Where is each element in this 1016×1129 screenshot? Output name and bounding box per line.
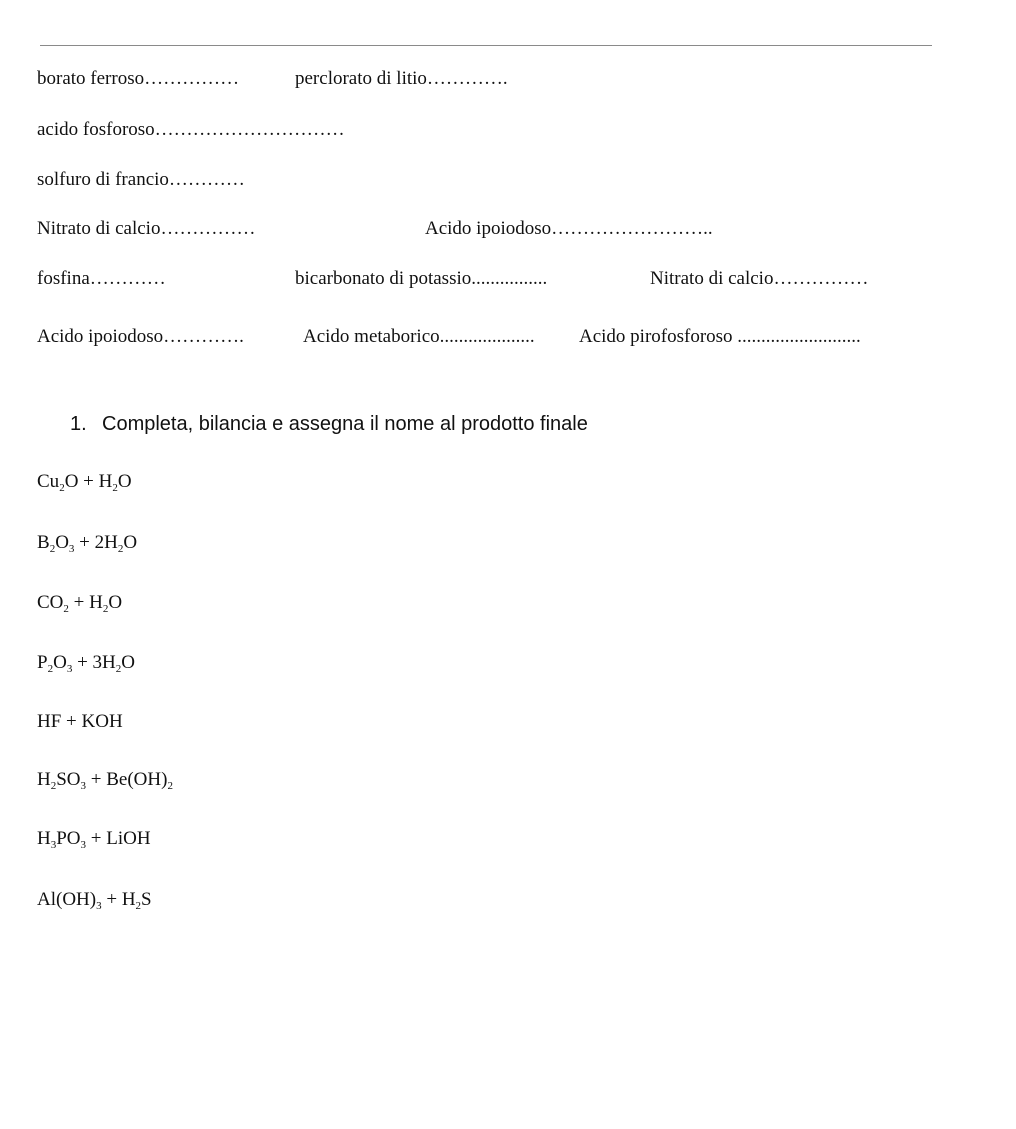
- reaction-h3po3-lioh: $H_3PO_3$ + LiOH: [37, 828, 151, 851]
- name-perclorato-di-litio: perclorato di litio………….: [295, 68, 508, 89]
- name-acido-ipoiodoso: Acido ipoiodoso……………………..: [425, 218, 713, 239]
- name-acido-ipoiodoso-2: Acido ipoiodoso………….: [37, 326, 244, 347]
- reaction-p2o3-3h2o: $P_2O_3 + 3H_2O$: [37, 652, 135, 675]
- exercise-heading: [70, 412, 588, 436]
- name-acido-pirofosforoso: Acido pirofosforoso ..........................: [579, 326, 861, 347]
- exercise-number: 1.: [70, 413, 87, 435]
- name-acido-metaborico: Acido metaborico....................: [303, 326, 535, 347]
- exercise-title: Completa, bilancia e assegna il nome al prodotto finale: [102, 413, 588, 435]
- reaction-aloh3-h2s: $Al(OH)_3 + H_2S$: [37, 889, 152, 912]
- name-nitrato-di-calcio: Nitrato di calcio……………: [37, 218, 256, 239]
- reaction-co2-h2o: $CO_2 + H_2O$: [37, 592, 123, 615]
- name-bicarbonato-di-potassio: bicarbonato di potassio................: [295, 268, 548, 289]
- name-solfuro-di-francio: solfuro di francio…………: [37, 169, 245, 190]
- name-acido-fosforoso: acido fosforoso…………………………: [37, 119, 345, 140]
- reaction-hf-koh: HF + KOH: [37, 711, 123, 732]
- reaction-h2so3-beoh2: $H_2SO_3 + Be(OH)_2$: [37, 769, 173, 792]
- name-borato-ferroso: borato ferroso……………: [37, 68, 240, 89]
- name-nitrato-di-calcio-2: Nitrato di calcio……………: [650, 268, 869, 289]
- name-fosfina: fosfina…………: [37, 268, 166, 289]
- reaction-cu2o-h2o: $Cu_2O + H_2O$: [37, 471, 132, 494]
- reaction-b2o3-2h2o: $B_2O_3 + 2H_2O$: [37, 532, 138, 555]
- top-divider: [40, 45, 932, 46]
